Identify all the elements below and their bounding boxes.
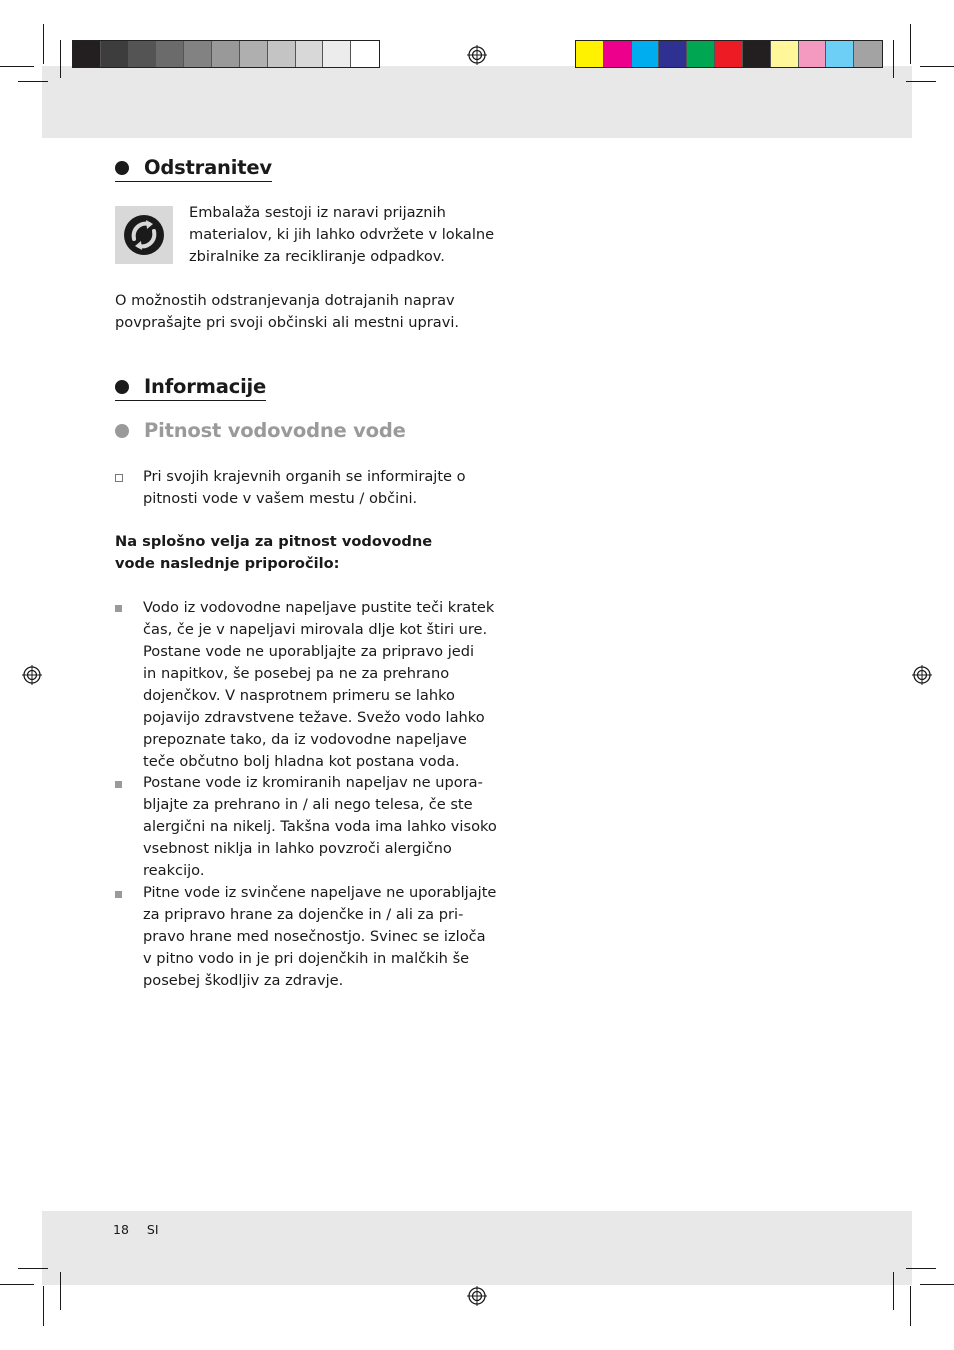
list-item [143,772,497,882]
text-line: povprašajte pri svoji občinski ali mestni upravi. [115,314,460,331]
recommendation-intro [115,531,432,575]
text-line: O možnostih odstranjevanja dotrajanih naprav [115,292,455,309]
heading-bullet-icon [115,161,129,175]
color-swatch [240,41,268,67]
text-line: dojenčkov. V nasprotnem primeru se lahko [143,687,455,704]
list-bullet-icon [115,605,122,612]
color-swatch [268,41,296,67]
page-number: 18 [113,1222,129,1237]
color-swatch [743,41,771,67]
section-heading-info [115,375,266,401]
crop-mark [0,1284,34,1285]
text-line: pojavijo zdravstvene težave. Svežo vodo lahko [143,709,485,726]
crop-mark [920,66,954,67]
color-swatch [632,41,660,67]
registration-mark-icon [467,45,487,65]
registration-mark-icon [22,665,42,685]
crop-mark [910,1286,911,1326]
crop-mark [920,1284,954,1285]
text-line: bljajte za prehrano in / ali nego telesa, če ste [143,796,473,813]
color-swatch [156,41,184,67]
text-line: pitnosti vode v vašem mestu / občini. [143,490,418,507]
list-bullet-icon [115,891,122,898]
section-heading-water [115,419,406,442]
color-swatch [715,41,743,67]
color-swatch [659,41,687,67]
page-footer [113,1222,173,1237]
color-swatch [604,41,632,67]
crop-mark [0,66,34,67]
language-code: SI [146,1222,159,1237]
text-line: Pitne vode iz svinčene napeljave ne uporabljajte [143,884,497,901]
crop-mark [906,81,936,82]
text-line: Postane vode ne uporabljajte za pripravo jedi [143,643,475,660]
crop-mark [60,1272,61,1310]
crop-mark [893,1272,894,1310]
color-swatch [576,41,604,67]
color-swatch [101,41,129,67]
crop-mark [43,24,44,64]
color-swatch [73,41,101,67]
color-swatch [129,41,157,67]
text-line: Postane vode iz kromiranih napeljav ne upora- [143,774,483,791]
header-band [42,66,912,138]
text-line: alergični na nikelj. Takšna voda ima lahko visoko [143,818,497,835]
color-swatch [323,41,351,67]
list-bullet-icon [115,781,122,788]
list-item [143,597,494,773]
registration-mark-icon [912,665,932,685]
color-swatch [296,41,324,67]
text-line: Vodo iz vodovodne napeljave pustite teči kratek [143,599,495,616]
text-line: prepoznate tako, da iz vodovodne napeljave [143,731,467,748]
color-swatch [351,41,379,67]
recycle-icon [115,206,173,264]
color-swatch [826,41,854,67]
text-line: reakcijo. [143,862,205,879]
text-line: Pri svojih krajevnih organih se informirajte o [143,468,466,485]
color-swatch [184,41,212,67]
heading-text: Odstranitev [144,156,272,179]
crop-mark [18,81,48,82]
color-swatch [771,41,799,67]
text-line: Embalaža sestoji iz naravi prijaznih [189,204,446,221]
section-heading-disposal [115,156,272,182]
text-line: čas, če je v napeljavi mirovala dlje kot štiri ure. [143,621,488,638]
note-checkbox-icon [115,474,123,482]
registration-mark-icon [467,1286,487,1306]
crop-mark [18,1268,48,1269]
color-swatch [799,41,827,67]
text-line: za pripravo hrane za dojenčke in / ali za pri- [143,906,464,923]
text-line: vode naslednje priporočilo: [115,555,340,572]
crop-mark [43,1286,44,1326]
packaging-text [189,202,494,268]
text-line: v pitno vodo in je pri dojenčkih in malčkih še [143,950,470,967]
text-line: materialov, ki jih lahko odvržete v lokalne [189,226,495,243]
crop-mark [893,40,894,78]
gray-swatch-bar [72,40,380,68]
color-swatch-bar [575,40,883,68]
crop-mark [910,24,911,64]
text-line: pravo hrane med nosečnostjo. Svinec se izloča [143,928,486,945]
text-line: Na splošno velja za pitnost vodovodne [115,533,433,550]
text-line: vsebnost niklja in lahko povzroči alergično [143,840,452,857]
list-item [143,882,496,992]
color-swatch [212,41,240,67]
crop-mark [60,40,61,78]
color-swatch [687,41,715,67]
heading-text: Informacije [144,375,267,398]
crop-mark [906,1268,936,1269]
heading-text: Pitnost vodovodne vode [144,419,406,442]
text-line: in napitkov, še posebej pa ne za prehrano [143,665,450,682]
heading-bullet-icon [115,424,129,438]
text-line: teče občutno bolj hladna kot postana voda. [143,753,460,770]
devices-text [115,290,459,334]
text-line: zbiralnike za recikliranje odpadkov. [189,248,445,265]
text-line: posebej škodljiv za zdravje. [143,972,344,989]
color-swatch [854,41,882,67]
note-text [143,466,466,510]
heading-bullet-icon [115,380,129,394]
